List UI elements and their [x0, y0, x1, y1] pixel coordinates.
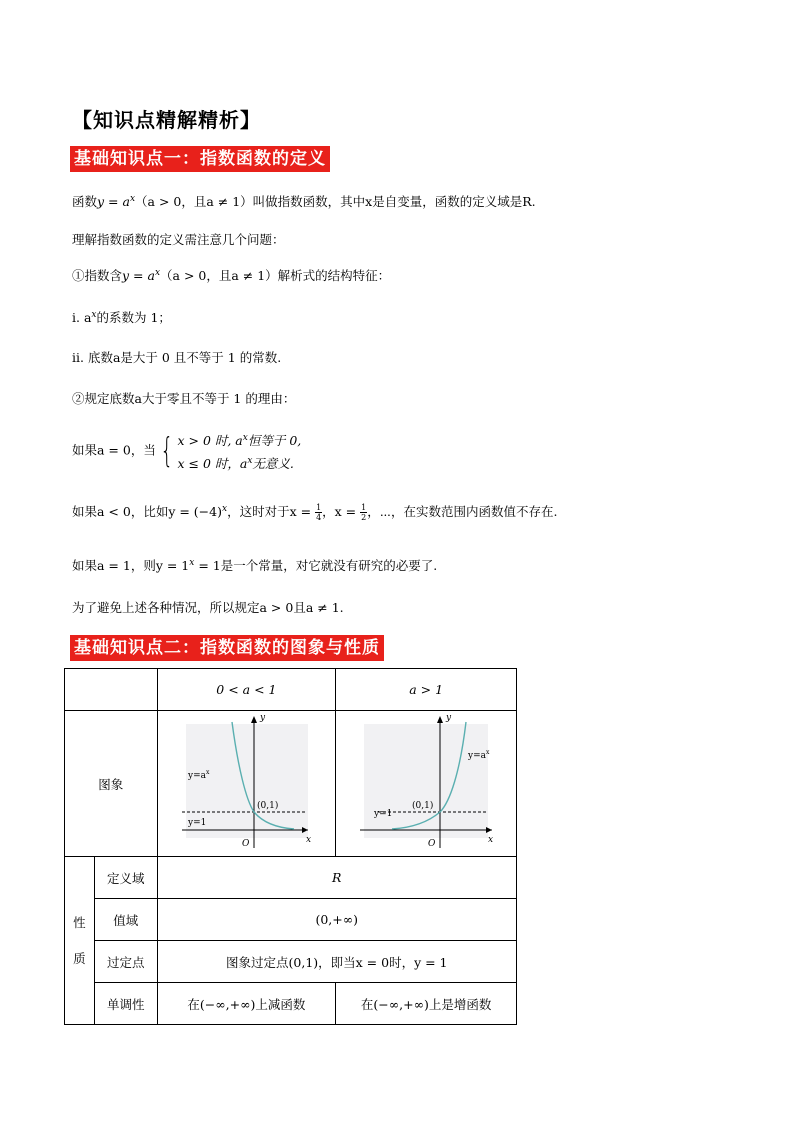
graph-cell-increasing [336, 711, 517, 857]
x-axis-arrow [486, 827, 492, 833]
properties-label-cell [65, 857, 95, 1025]
cases-block [177, 428, 301, 474]
i-post: 的系数为 1； [96, 310, 171, 325]
neg-mid2: ，x = [322, 504, 357, 519]
case2-sup: x [247, 456, 253, 467]
item-i-line [72, 308, 171, 326]
range-value: (0,+∞) [157, 899, 516, 941]
y1-label: y=1 [374, 809, 393, 819]
def-y: y = a [97, 194, 130, 209]
def-sup: x [129, 193, 136, 204]
properties-table [64, 668, 517, 1025]
i-pre: i. a [72, 310, 92, 325]
header-col-decreasing: 0 < a < 1 [157, 669, 336, 711]
origin-label: O [428, 839, 436, 849]
graph-row [65, 711, 517, 857]
frac1-num: 1 [316, 503, 322, 512]
case2-pre: x ≤ 0 时，a [177, 456, 248, 472]
domain-value: R [157, 857, 516, 899]
properties-label: 性质 [73, 914, 86, 966]
monotonicity-increasing: 在(−∞,+∞)上是增函数 [336, 983, 517, 1025]
section1-banner: 基础知识点一：指数函数的定义 [70, 146, 330, 172]
case-a0-line [72, 428, 301, 474]
section2-banner: 基础知识点二：指数函数的图象与性质 [70, 635, 384, 661]
graph-cell-decreasing [157, 711, 336, 857]
y1-label: y=1 [188, 818, 207, 828]
fixed-point-row [65, 941, 517, 983]
fixed-point-label: (0,1) [412, 801, 434, 811]
case-pre: 如果a = 0，当 [72, 442, 156, 458]
fixed-point-value: 图象过定点(0,1)，即当x = 0时，y = 1 [157, 941, 516, 983]
header-empty-cell [65, 669, 158, 711]
def-post: （a > 0，且a ≠ 1）叫做指数函数，其中x是自变量，函数的定义域是R. [135, 194, 536, 209]
case2-post: 无意义. [252, 456, 294, 472]
item-ii-line: ii. 底数a是大于 0 且不等于 1 的常数. [72, 350, 282, 365]
monotonicity-decreasing: 在(−∞,+∞)上减函数 [157, 983, 336, 1025]
domain-row [65, 857, 517, 899]
graph-row-label: 图象 [65, 711, 158, 857]
neg-sup: x [222, 503, 228, 514]
fixed-point-label: (0,1) [257, 801, 279, 811]
x-axis-label: x [306, 835, 312, 845]
point1-line [72, 266, 390, 284]
case1-post: 恒等于 0, [247, 433, 302, 449]
definition-line [72, 192, 536, 210]
left-brace: { [160, 431, 174, 472]
point2-line: ②规定底数a大于零且不等于 1 的理由： [72, 391, 296, 406]
case1-pre: x > 0 时, a [177, 433, 243, 449]
case2 [177, 456, 293, 471]
monotonicity-label: 单调性 [94, 983, 157, 1025]
curve-label-sup: x [486, 749, 490, 756]
neg-mid: ，这时对于x = [227, 504, 312, 519]
curve-label-base: y=a [468, 751, 487, 761]
p1-post: （a > 0，且a ≠ 1）解析式的结构特征： [160, 268, 391, 283]
table-header-row [65, 669, 517, 711]
case-one-line [72, 556, 437, 574]
curve-label-sup: x [206, 769, 210, 776]
frac1-den: 4 [316, 513, 322, 522]
range-label: 值域 [94, 899, 157, 941]
one-post: = 1是一个常量，对它就没有研究的必要了. [194, 558, 438, 573]
conclusion-line: 为了避免上述各种情况，所以规定a > 0且a ≠ 1. [72, 600, 344, 615]
frac2-num: 1 [361, 503, 367, 512]
page-title: 【知识点精解精析】 [72, 108, 261, 132]
y-axis-arrow [251, 716, 257, 723]
y-axis-label: y [260, 713, 266, 723]
fixed-point-label: 过定点 [94, 941, 157, 983]
domain-label: 定义域 [94, 857, 157, 899]
monotonicity-row [65, 983, 517, 1025]
origin-label: O [242, 839, 250, 849]
note-line: 理解指数函数的定义需注意几个问题： [72, 232, 285, 247]
header-col-increasing: a > 1 [336, 669, 517, 711]
range-row [65, 899, 517, 941]
case1 [177, 433, 301, 448]
def-pre: 函数 [72, 194, 98, 209]
graph-increasing [356, 712, 496, 852]
y-axis-label: y [446, 713, 452, 723]
neg-post: ，⋯，在实数范围内函数值不存在. [367, 504, 558, 519]
p1-y: y = a [122, 268, 155, 283]
curve-label-base: y=a [188, 771, 207, 781]
case-negative-line [72, 502, 557, 522]
one-pre: 如果a = 1，则y = 1 [72, 558, 190, 573]
one-sup: x [189, 557, 195, 568]
x-axis-label: x [488, 835, 494, 845]
i-sup: x [91, 309, 97, 320]
case1-sup: x [242, 433, 248, 443]
p1-sup: x [154, 267, 161, 278]
graph-decreasing [176, 712, 316, 852]
y-axis-arrow [437, 716, 443, 723]
p1-pre: ①指数含 [72, 268, 123, 283]
frac2-den: 2 [361, 513, 367, 522]
neg-pre: 如果a < 0，比如y = (−4) [72, 504, 222, 519]
